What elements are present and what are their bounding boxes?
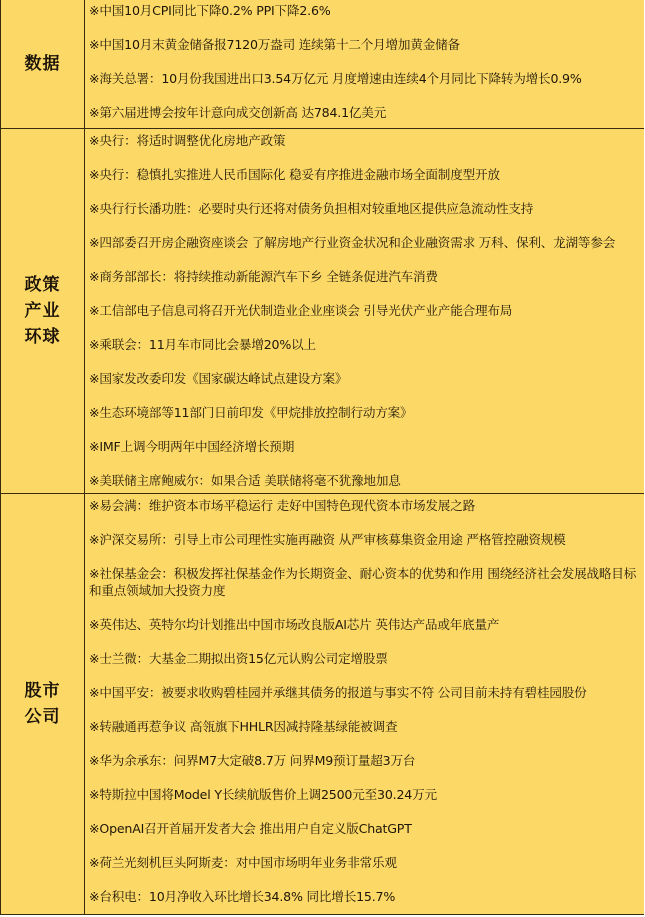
- news-item: ※ 央行：稳慎扎实推进人民币国际化 稳妥有序推进金融市场全面制度型开放: [89, 166, 642, 183]
- news-item: ※ 央行：将适时调整优化房地产政策: [89, 132, 642, 149]
- section-label: 股市公司: [24, 681, 61, 727]
- section-items: [85, 494, 644, 914]
- news-item: ※ 中国平安：被要求收购碧桂园并承继其债务的报道与事实不符 公司目前未持有碧桂园股份: [89, 684, 642, 701]
- section-label-cell: [1, 129, 85, 493]
- section-items: [85, 129, 644, 493]
- news-item: ※ 商务部部长：将持续推动新能源汽车下乡 全链条促进汽车消费: [89, 268, 642, 285]
- news-item: ※ 台积电：10月净收入环比增长34.8% 同比增长15.7%: [89, 888, 642, 905]
- news-item: ※ 央行行长潘功胜：必要时央行还将对债务负担相对较重地区提供应急流动性支持: [89, 200, 642, 217]
- section-label-cell: [1, 0, 85, 128]
- news-item: ※ 中国10月CPI同比下降0.2% PPI下降2.6%: [89, 2, 642, 19]
- news-item: ※ 乘联会：11月车市同比会暴增20%以上: [89, 336, 642, 353]
- news-item: ※ 工信部电子信息司将召开光伏制造业企业座谈会 引导光伏产业产能合理布局: [89, 302, 642, 319]
- news-item: ※ 沪深交易所：引导上市公司理性实施再融资 从严审核募集资金用途 严格管控融资规模: [89, 531, 642, 548]
- news-item: ※ 英伟达、英特尔均计划推出中国市场改良版AI芯片 英伟达产品或年底量产: [89, 616, 642, 633]
- news-item: ※ 荷兰光刻机巨头阿斯麦：对中国市场明年业务非常乐观: [89, 854, 642, 871]
- section-label: 政策产业环球: [24, 275, 61, 347]
- section-policy-industry-global: [1, 128, 644, 493]
- news-item: ※ 生态环境部等11部门日前印发《甲烷排放控制行动方案》: [89, 404, 642, 421]
- news-item: ※ 易会满：维护资本市场平稳运行 走好中国特色现代资本市场发展之路: [89, 497, 642, 514]
- news-item: ※ IMF上调今明两年中国经济增长预期: [89, 438, 642, 455]
- section-items: [85, 0, 644, 128]
- section-data: [1, 0, 644, 128]
- news-item: ※ 中国10月末黄金储备报7120万盎司 连续第十二个月增加黄金储备: [89, 36, 642, 53]
- news-item: ※ 四部委召开房企融资座谈会 了解房地产行业资金状况和企业融资需求 万科、保利、龙湖等参会: [89, 234, 642, 251]
- news-item: ※ 士兰微：大基金二期拟出资15亿元认购公司定增股票: [89, 650, 642, 667]
- news-item: ※ 社保基金会：积极发挥社保基金作为长期资金、耐心资本的优势和作用 围绕经济社会发展战略目标和重点领域加大投资力度: [89, 565, 642, 599]
- section-stock-market-companies: [1, 493, 644, 914]
- news-item: ※ OpenAI召开首届开发者大会 推出用户自定义版ChatGPT: [89, 820, 642, 837]
- news-item: ※ 第六届进博会按年计意向成交创新高 达784.1亿美元: [89, 104, 642, 121]
- news-item: ※ 国家发改委印发《国家碳达峰试点建设方案》: [89, 370, 642, 387]
- section-label: 数据: [24, 54, 61, 74]
- news-item: ※ 特斯拉中国将Model Y长续航版售价上调2500元至30.24万元: [89, 786, 642, 803]
- section-label-cell: [1, 494, 85, 914]
- news-item: ※ 美联储主席鲍威尔：如果合适 美联储将毫不犹豫地加息: [89, 472, 642, 489]
- news-item: ※ 海关总署：10月份我国进出口3.54万亿元 月度增速由连续4个月同比下降转为增长0.9%: [89, 70, 642, 87]
- news-item: ※ 转融通再惹争议 高瓴旗下HHLR因减持隆基绿能被调查: [89, 718, 642, 735]
- news-item: ※ 华为余承东：问界M7大定破8.7万 问界M9预订量超3万台: [89, 752, 642, 769]
